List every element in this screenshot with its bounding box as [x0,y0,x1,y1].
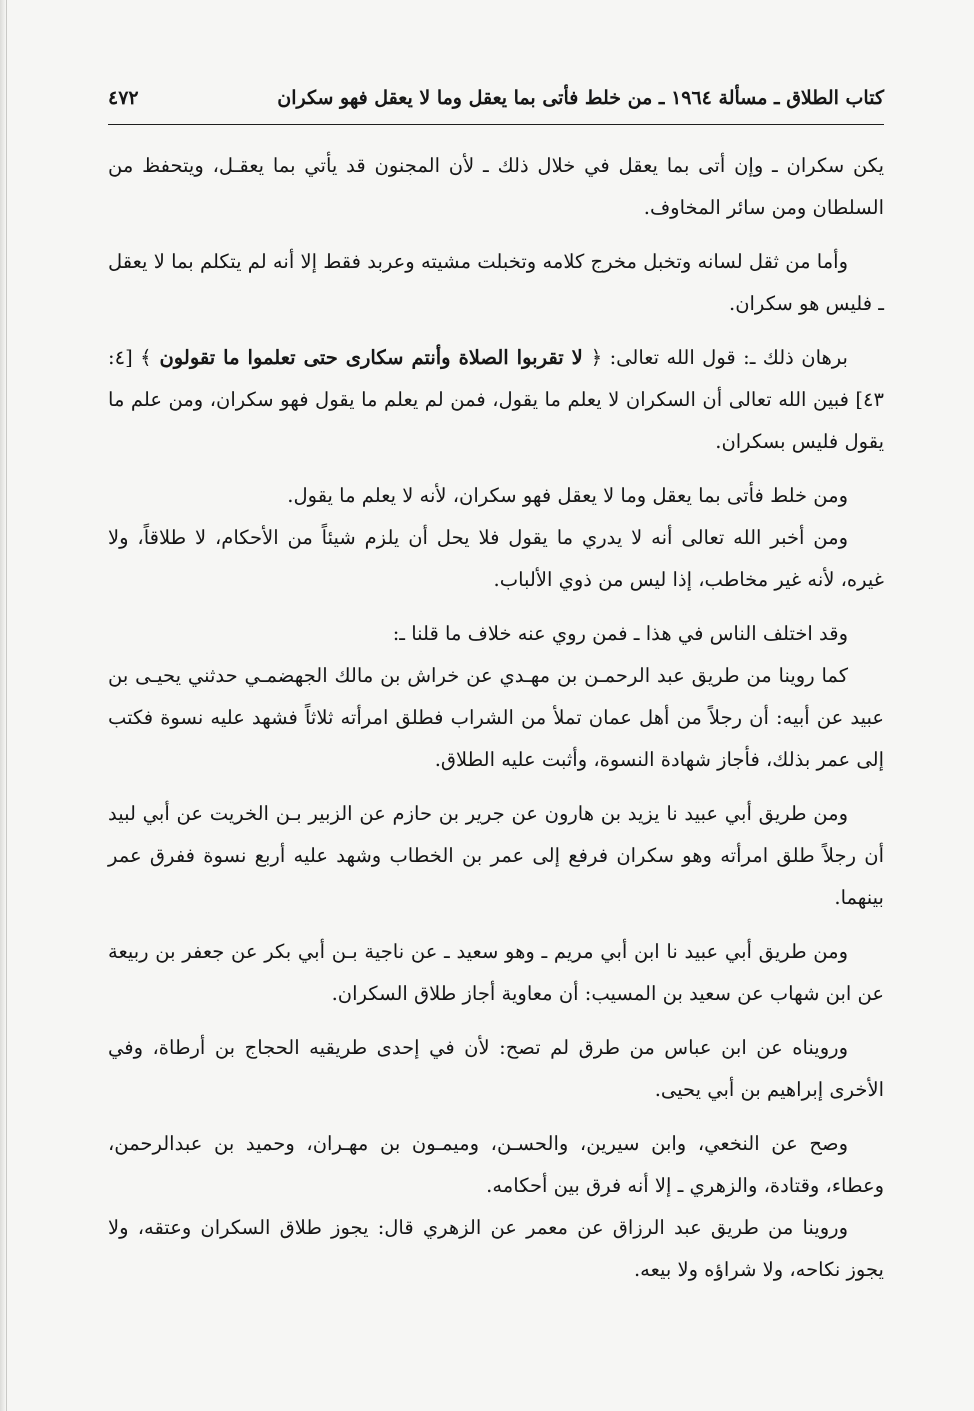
quran-verse: لا تقربوا الصلاة وأنتم سكارى حتى تعلموا ما تقولون [151,346,591,369]
paragraph-disagreement: وقد اختلف الناس في هذا ـ فمن روي عنه خلاف ما قلنا ـ: [392,622,848,645]
paragraph-mixed-speech: ومن خلط فأتى بما يعقل وما لا يعقل فهو سكران، لأنه لا يعلم ما يقول. [287,484,848,507]
paragraph-umar-report: كما روينا من طريق عبد الرحمـن بن مهـدي عن خراش بن مالك الجهضمـي حدثني يحيـى بن عبيد عن أبيه: أن رجلاً من أهل عمان تملأ من الشراب فطلق امرأته ثلاثاً فشهد عليه نسوة فكتب إلى عمر بذلك، فأجاز شهادة النسوة، وأثبت عليه الطلاق. [108,664,884,771]
proof-explanation: ﴾ [٤: ٤٣] فبين الله تعالى أن السكران لا يعلم ما يقول، فمن لم يعلم ما يقول فهو سكران، ومن علم ما يقول فليس بسكران. [108,346,884,453]
header-divider [108,124,884,125]
main-text [108,145,884,1291]
page-number: ٤٧٢ [108,87,139,109]
paragraph-continuation: يكن سكران ـ وإن أتى بما يعقل في خلال ذلك ـ لأن المجنون قد يأتي بما يعقـل، ويتحفظ من السلطان ومن سائر المخاوف. [108,154,884,219]
paragraph-abu-labid-report: ومن طريق أبي عبيد نا يزيد بن هارون عن جرير بن حازم عن الزبير بـن الخريت عن أبي لبيد أن رجلاً طلق امرأته وهو سكران فرفع إلى عمر بن الخطاب وشهد عليه أربع نسوة ففرق عمر بينهما. [108,802,884,909]
paragraph-proof [108,337,884,463]
running-header [108,78,884,118]
page-binding-edge [0,0,7,1411]
paragraph-zuhri-report: وروينا من طريق عبد الرزاق عن معمر عن الزهري قال: يجوز طلاق السكران وعتقه، ولا يجوز نكاحه، ولا شراؤه ولا بيعه. [108,1216,884,1281]
paragraph-not-accountable: ومن أخبر الله تعالى أنه لا يدري ما يقول فلا يحل أن يلزم شيئاً من الأحكام، لا طلاقاً، ولا غيره، لأنه غير مخاطب، إذا ليس من ذوي الألباب. [108,526,884,591]
paragraph-ibn-abbas-report: ورويناه عن ابن عباس من طرق لم تصح: لأن في إحدى طريقيه الحجاج بن أرطاة، وفي الأخرى إبراهيم بن أبي يحيى. [108,1036,884,1101]
paragraph-scholars-list: وصح عن النخعي، وابن سيرين، والحسـن، وميمـون بن مهـران، وحميد بن عبدالرحمن، وعطاء، وقتادة، والزهري ـ إلا أنه فرق بين أحكامه. [108,1132,884,1197]
proof-intro: برهان ذلك ـ: قول الله تعالى: ﴿ [590,346,848,369]
paragraph-slurred-speech: وأما من ثقل لسانه وتخبل مخرج كلامه وتخبلت مشيته وعربد فقط إلا أنه لم يتكلم بما لا يعقل ـ فليس هو سكران. [108,250,884,315]
header-title: كتاب الطلاق ـ مسألة ١٩٦٤ ـ من خلط فأتى بما يعقل وما لا يعقل فهو سكران [277,87,884,109]
paragraph-muawiya-report: ومن طريق أبي عبيد نا ابن أبي مريم ـ وهو سعيد ـ عن ناجية بـن أبي بكر عن جعفر بن ربيعة عن ابن شهاب عن سعيد بن المسيب: أن معاوية أجاز طلاق السكران. [108,940,884,1005]
